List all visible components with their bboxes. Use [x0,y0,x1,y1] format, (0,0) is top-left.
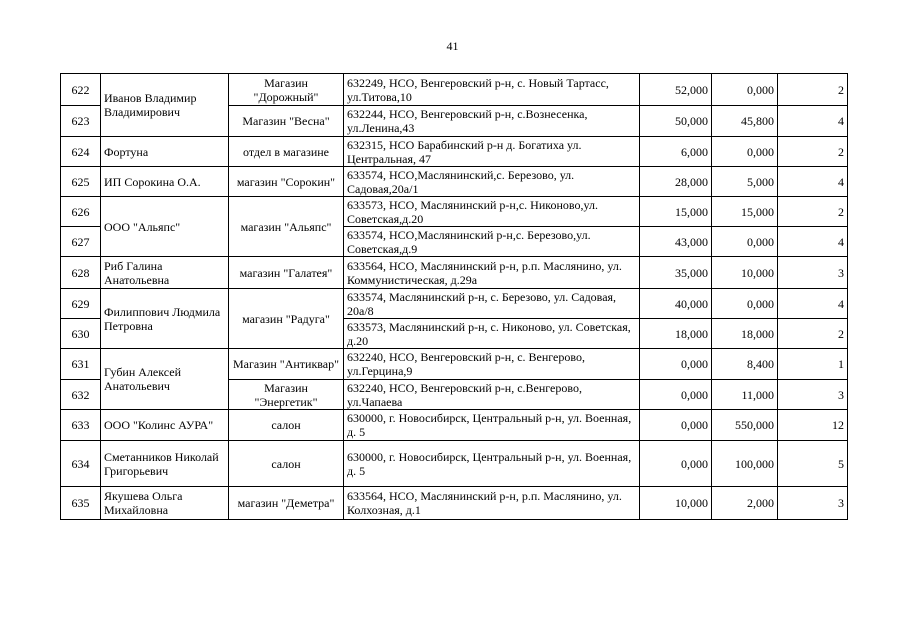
object-cell: Магазин "Дорожный" [229,74,344,106]
object-cell: магазин "Радуга" [229,289,344,349]
value-1-cell: 50,000 [640,106,712,137]
object-cell: магазин "Альяпс" [229,197,344,257]
row-number: 633 [61,410,101,441]
value-2-cell: 8,400 [712,349,778,380]
value-3-cell: 2 [778,74,848,106]
row-number: 635 [61,487,101,520]
table-row [61,441,848,487]
address-cell: 630000, г. Новосибирск, Центральный р-н, ул. Военная, д. 5 [344,410,640,441]
table-row [61,137,848,167]
object-cell: Магазин "Антиквар" [229,349,344,380]
value-1-cell: 40,000 [640,289,712,319]
row-number: 629 [61,289,101,319]
address-cell: 633564, НСО, Маслянинский р-н, р.п. Маслянино, ул. Колхозная, д.1 [344,487,640,520]
owner-cell: Филиппович Людмила Петровна [101,289,229,349]
object-cell: магазин "Сорокин" [229,167,344,197]
row-number: 625 [61,167,101,197]
address-cell: 633564, НСО, Маслянинский р-н, р.п. Маслянино, ул. Коммунистическая, д.29а [344,257,640,289]
table-row [61,289,848,319]
row-number: 623 [61,106,101,137]
owner-cell: Иванов Владимир Владимирович [101,74,229,137]
row-number: 627 [61,227,101,257]
value-1-cell: 0,000 [640,380,712,410]
value-3-cell: 5 [778,441,848,487]
value-2-cell: 100,000 [712,441,778,487]
table-row [61,487,848,520]
value-3-cell: 2 [778,137,848,167]
value-3-cell: 1 [778,349,848,380]
object-cell: Магазин "Энергетик" [229,380,344,410]
registry-table [60,73,848,520]
address-cell: 632315, НСО Барабинский р-н д. Богатиха ул. Центральная, 47 [344,137,640,167]
value-2-cell: 550,000 [712,410,778,441]
value-1-cell: 10,000 [640,487,712,520]
value-2-cell: 2,000 [712,487,778,520]
table-row [61,197,848,227]
value-2-cell: 0,000 [712,227,778,257]
owner-cell: Якушева Ольга Михайловна [101,487,229,520]
value-3-cell: 2 [778,197,848,227]
value-1-cell: 28,000 [640,167,712,197]
value-2-cell: 5,000 [712,167,778,197]
address-cell: 632240, НСО, Венгеровский р-н, с.Венгерово, ул.Чапаева [344,380,640,410]
value-1-cell: 15,000 [640,197,712,227]
owner-cell: Фортуна [101,137,229,167]
address-cell: 633573, НСО, Маслянинский р-н,с. Никоново,ул. Советская,д.20 [344,197,640,227]
row-number: 628 [61,257,101,289]
address-cell: 633574, НСО,Маслянинский,с. Березово, ул. Садовая,20а/1 [344,167,640,197]
object-cell: салон [229,410,344,441]
value-1-cell: 0,000 [640,349,712,380]
address-cell: 630000, г. Новосибирск, Центральный р-н, ул. Военная, д. 5 [344,441,640,487]
table-row [61,167,848,197]
row-number: 630 [61,319,101,349]
row-number: 622 [61,74,101,106]
value-2-cell: 18,000 [712,319,778,349]
object-cell: магазин "Деметра" [229,487,344,520]
value-3-cell: 3 [778,380,848,410]
address-cell: 633574, НСО,Маслянинский р-н,с. Березово,ул. Советская,д.9 [344,227,640,257]
value-3-cell: 3 [778,487,848,520]
value-3-cell: 4 [778,289,848,319]
table-row [61,349,848,380]
value-3-cell: 3 [778,257,848,289]
object-cell: отдел в магазине [229,137,344,167]
owner-cell: ООО "Колинс АУРА" [101,410,229,441]
value-2-cell: 45,800 [712,106,778,137]
value-1-cell: 6,000 [640,137,712,167]
value-1-cell: 0,000 [640,441,712,487]
row-number: 632 [61,380,101,410]
address-cell: 632240, НСО, Венгеровский р-н, с. Венгерово, ул.Герцина,9 [344,349,640,380]
value-2-cell: 0,000 [712,289,778,319]
address-cell: 633573, Маслянинский р-н, с. Никоново, ул. Советская, д.20 [344,319,640,349]
page-number: 41 [446,39,459,53]
value-2-cell: 0,000 [712,74,778,106]
value-3-cell: 4 [778,167,848,197]
value-1-cell: 18,000 [640,319,712,349]
row-number: 626 [61,197,101,227]
object-cell: Магазин "Весна" [229,106,344,137]
value-1-cell: 35,000 [640,257,712,289]
value-2-cell: 15,000 [712,197,778,227]
owner-cell: Риб Галина Анатольевна [101,257,229,289]
value-3-cell: 2 [778,319,848,349]
table-row [61,410,848,441]
value-1-cell: 52,000 [640,74,712,106]
owner-cell: ИП Сорокина О.А. [101,167,229,197]
value-3-cell: 4 [778,227,848,257]
value-3-cell: 4 [778,106,848,137]
object-cell: салон [229,441,344,487]
address-cell: 632244, НСО, Венгеровский р-н, с.Вознесенка, ул.Ленина,43 [344,106,640,137]
value-2-cell: 11,000 [712,380,778,410]
object-cell: магазин "Галатея" [229,257,344,289]
address-cell: 633574, Маслянинский р-н, с. Березово, ул. Садовая, 20а/8 [344,289,640,319]
table-row [61,74,848,106]
address-cell: 632249, НСО, Венгеровский р-н, с. Новый Тартасс, ул.Титова,10 [344,74,640,106]
owner-cell: ООО "Альяпс" [101,197,229,257]
value-1-cell: 0,000 [640,410,712,441]
row-number: 631 [61,349,101,380]
table-row [61,257,848,289]
owner-cell: Губин Алексей Анатольевич [101,349,229,410]
row-number: 634 [61,441,101,487]
value-1-cell: 43,000 [640,227,712,257]
value-2-cell: 10,000 [712,257,778,289]
value-2-cell: 0,000 [712,137,778,167]
row-number: 624 [61,137,101,167]
owner-cell: Сметанников Николай Григорьевич [101,441,229,487]
value-3-cell: 12 [778,410,848,441]
